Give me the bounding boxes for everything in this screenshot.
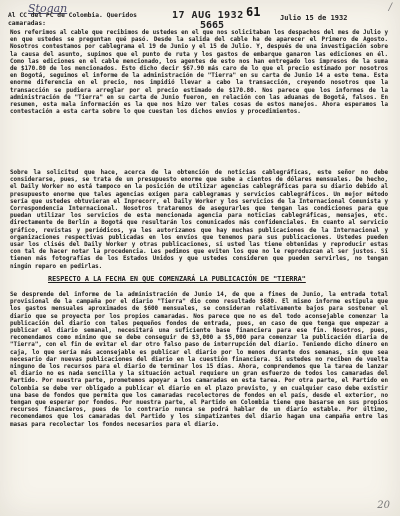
paragraph-3: Se desprende del informe de la administración de Junio 14, de que a fines de Junio, la entrada total provisional de la campaña por el diario "Tierra" dio como resultado $680. El mismo informe estipula que los gastos mensuales aproximados de $600 mensuales, se consideran relativamente bajos para sostener el diario que se proyecta por los propios camaradas. Nos parece que no es del todo aconsejable comenzar la publicación del diario con tales pequeños fondos de entrada, pues, en caso de que tenga que empezar a publicar el diario semanal, necesitará una suficiente base financiera para ese fin. Nosotros, pues, recomendamos como mínimo que se debe conseguir de $3,000 a $5,000 para comenzar la publicación diaria de "Tierra", con el fin de evitar el dar otro falso paso de interrupción del diario. Teniendo dicho dinero en caja, lo que sería más aconsejable es publicar el diario por lo menos durante dos semanas, sin que sea necesario dar nuevas publicaciones del diario en la cuestión financiera. Si ustedes no reciben de vuelta ninguno de los recursos para el diario de terminar los 15 días. Ahora, comprendemos que la tarea de lanzar el diario no es nada sencilla y la situación actual requiere un gran esfuerzo de todos los camaradas del Partido. Por nuestra parte, prometemos apoyar a los camaradas en esta tarea. Por otra parte, el Partido en Colombia se debe ver obligado a publicar el diario en el plazo previsto, y en cualquier caso debe existir una base de fondos que permita que los camaradas recolectores de fondos en el país, desde el exterior, no tengan que esperar por fondos. Por nuestra parte, el Partido en Colombia tiene que basarse en sus propios recursos financieros, pues de lo contrario nunca se podrá hablar de un diario estable. Por último, recomendamos que los camaradas del Partido y los simpatizantes del diario hagan una campaña entre las masas para recolectar los fondos necesarios para el diario. (10, 292, 388, 428)
page-corner-number: 20 (377, 500, 390, 511)
paragraph-1: Nos referimos al cable que recibimos de ustedes en el que nos solicitaban los despachos del mes de Julio y en que ustedes se preguntan qué pasó. Desde la salida del cable ha de aparecer el Primero de Agosto. Nosotros contestamos por cablegrama el 19 de Junio y el 15 de Julio. Y, después de una investigación sobre la causa del asunto, supimos que el punto de ruta y los gastos de embarque ganaron las ediciones en él. Como las ediciones en el cable mencionado, los agentes de esto nos han entregado los impresos de la suma de $170.80 de los mencionados. Esto dicho decir $67.90 más caro de lo que el precio estimado por nosotros en Bogotá, seguimos el informe de la administración de "Tierra" en su carta de Junio 14 a este tema. Esta enorme diferencia en el precio, nos impidió llevar a cabo la transacción, creyendo nosotros que la transacción se pudiera arreglar por el precio estimado de $170.80. Nos parece que los informes de la administración de "Tierra" en su carta de Junio fueron, en relación con las aduanas de Bogotá, falsos. En resumen, esta mala información es la que nos hizo ver tales cosas de estos manejos. Ahora esperamos la contestación a esta carta sobre lo que cuestan los dichos envíos y procedimientos. (10, 30, 388, 116)
paragraph-2: Sobre la solicitud que hace, acerca de la obtención de noticias cablegráficas, este señor no debe considerarse, pues, se trata de un presupuesto enorme que sube a cientos de dólares mensuales. De hecho, el Daily Worker no está tampoco en la posición de utilizar agencias cablegráficas para su diario debido al presupuesto enorme que tales agencias exigen para cablegramas y servicios cablegráficos. Un mejor método sería que ustedes obtuvieran el Inprecorr, el Daily Worker y los servicios de la Internacional Comunista y Correspondencia Internacional. Nosotros trataremos de asegurarles que tengan las condiciones para que puedan utilizar los servicios de esta mencionada agencia para noticias cablegráficas, mensajes, etc. directamente de Berlín a Bogotá que resultarán los comunicados más confidenciales. En cuanto al servicio gráfico, revistas y periódicos, ya les autorizamos que hay muchas publicaciones de la Internacional y organizaciones respectivas publicadas en los envíos que tenemos para sus publicaciones. Ustedes pueden usar los clisés del Daily Worker y otras publicaciones, si usted las tiene obtenidas y reproducir estas con tal de hacer notar la procedencia. Les pedimos que eviten los que no le reproduzcan al ser justos. Si tienen más fotografías de los Estados Unidos y que ustedes consideren que pueden servirles, no tengan ningún reparo en pedirlas. (10, 170, 388, 270)
handwritten-note: Stogan (28, 2, 68, 15)
corner-mark: / (388, 2, 392, 13)
page-number: 61 (246, 5, 261, 19)
received-stamp-date: 17 AUG 1932 (172, 10, 244, 21)
section-heading: RESPECTO A LA FECHA EN QUE COMENZARÁ LA PUBLICACIÓN DE "TIERRA" (48, 275, 306, 283)
document-number: 5665 (200, 20, 225, 31)
salutation: Al CC del PC de Colombia. Queridos camaradas: (8, 12, 137, 27)
letter-date: Julio 15 de 1932 (280, 14, 348, 22)
